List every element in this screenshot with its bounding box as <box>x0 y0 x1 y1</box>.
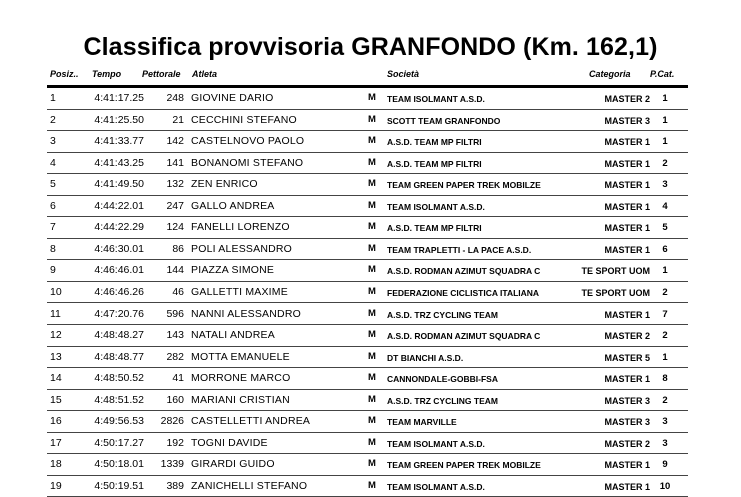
bib-cell: 160 <box>166 393 184 406</box>
table-row <box>0 217 741 239</box>
society-cell: CANNONDALE-GOBBI-FSA <box>387 374 498 385</box>
table-row <box>0 239 741 261</box>
category-cell <box>576 308 650 322</box>
time-cell: 4:48:50.52 <box>94 372 144 385</box>
category-text: MASTER 3 <box>604 115 650 126</box>
category-cell <box>576 135 650 149</box>
bib-cell: 41 <box>172 372 184 385</box>
society-cell: A.S.D. TRZ CYCLING TEAM <box>387 309 498 320</box>
bib-cell: 2826 <box>160 415 184 428</box>
category-cell <box>576 286 650 300</box>
category-position-cell: 1 <box>662 114 668 126</box>
category-cell <box>576 372 650 386</box>
category-position-cell: 1 <box>662 265 668 277</box>
table-row <box>0 88 741 110</box>
athlete-cell: ZEN ENRICO <box>191 178 258 191</box>
category-position-cell: 2 <box>662 394 668 406</box>
category-position-cell: 6 <box>662 243 668 255</box>
society-cell: A.S.D. TEAM MP FILTRI <box>387 158 482 169</box>
sex-cell: M <box>368 479 376 491</box>
header-bib: Pettorale <box>142 69 181 79</box>
athlete-cell: NANNI ALESSANDRO <box>191 307 301 320</box>
bib-cell: 21 <box>172 113 184 126</box>
category-position-cell: 10 <box>659 480 671 492</box>
category-cell <box>576 178 650 192</box>
sex-cell: M <box>368 372 376 384</box>
position-cell: 16 <box>50 415 62 428</box>
category-cell <box>576 329 650 343</box>
athlete-cell: CECCHINI STEFANO <box>191 113 297 126</box>
table-row <box>0 282 741 304</box>
category-text: MASTER 1 <box>604 244 650 255</box>
table-row <box>0 476 741 497</box>
category-position-cell: 3 <box>662 437 668 449</box>
society-cell: A.S.D. RODMAN AZIMUT SQUADRA C <box>387 331 541 342</box>
society-cell: TEAM ISOLMANT A.S.D. <box>387 94 485 104</box>
category-cell <box>576 92 650 106</box>
athlete-cell: MOTTA EMANUELE <box>191 350 290 363</box>
category-position-cell: 4 <box>662 200 668 212</box>
category-cell <box>576 458 650 472</box>
time-cell: 4:49:56.53 <box>94 415 144 428</box>
society-cell: TEAM GREEN PAPER TREK MOBILZE <box>387 460 541 471</box>
bib-cell: 86 <box>172 242 184 255</box>
table-row <box>0 390 741 412</box>
time-cell: 4:50:18.01 <box>94 458 144 471</box>
athlete-cell: NATALI ANDREA <box>191 329 275 342</box>
athlete-cell: ZANICHELLI STEFANO <box>191 479 308 492</box>
category-text: MASTER 1 <box>604 223 650 234</box>
time-cell: 4:41:49.50 <box>94 178 144 191</box>
category-position-cell: 2 <box>662 286 668 298</box>
sex-cell: M <box>368 135 376 147</box>
category-text: MASTER 2 <box>604 331 650 342</box>
category-cell <box>576 415 650 429</box>
time-cell: 4:41:33.77 <box>94 135 144 148</box>
society-cell: A.S.D. TRZ CYCLING TEAM <box>387 395 498 406</box>
position-cell: 2 <box>50 113 56 126</box>
category-text: MASTER 3 <box>604 395 650 406</box>
table-row <box>0 110 741 132</box>
header-society: Società <box>387 69 420 79</box>
athlete-cell: GIRARDI GUIDO <box>191 458 275 471</box>
bib-cell: 389 <box>166 479 184 492</box>
position-cell: 5 <box>50 178 56 191</box>
category-position-cell: 7 <box>662 308 668 320</box>
time-cell: 4:50:19.51 <box>94 479 144 492</box>
bib-cell: 282 <box>166 350 184 363</box>
position-cell: 11 <box>50 307 61 320</box>
position-cell: 1 <box>50 92 56 104</box>
athlete-cell: GALLETTI MAXIME <box>191 285 288 298</box>
position-cell: 13 <box>50 350 62 363</box>
position-cell: 17 <box>50 436 62 449</box>
position-cell: 7 <box>50 221 56 234</box>
category-position-cell: 3 <box>662 416 668 428</box>
sex-cell: M <box>368 156 376 168</box>
sex-cell: M <box>368 285 376 297</box>
table-row <box>0 260 741 282</box>
category-text: MASTER 1 <box>604 158 650 169</box>
position-cell: 3 <box>50 135 56 148</box>
table-row <box>0 196 741 218</box>
table-row <box>0 454 741 476</box>
position-cell: 9 <box>50 264 56 277</box>
time-cell: 4:44:22.01 <box>94 199 144 212</box>
society-cell: TEAM TRAPLETTI - LA PACE A.S.D. <box>387 244 532 255</box>
society-cell: TEAM MARVILLE <box>387 417 457 428</box>
athlete-cell: BONANOMI STEFANO <box>191 156 304 169</box>
society-cell: TEAM ISOLMANT A.S.D. <box>387 481 485 492</box>
position-cell: 14 <box>50 372 62 385</box>
athlete-cell: POLI ALESSANDRO <box>191 242 293 255</box>
table-row <box>0 368 741 390</box>
category-cell <box>576 200 650 214</box>
category-text: MASTER 2 <box>604 94 650 104</box>
position-cell: 8 <box>50 242 56 255</box>
category-cell <box>576 394 650 408</box>
category-text: MASTER 1 <box>604 460 650 471</box>
athlete-cell: PIAZZA SIMONE <box>191 264 275 277</box>
category-position-cell: 5 <box>662 222 668 234</box>
society-cell: A.S.D. TEAM MP FILTRI <box>387 137 482 148</box>
time-cell: 4:46:30.01 <box>94 242 144 255</box>
athlete-cell: CASTELLETTI ANDREA <box>191 415 311 428</box>
category-text: MASTER 1 <box>604 374 650 385</box>
athlete-cell: GIOVINE DARIO <box>191 92 274 104</box>
society-cell: FEDERAZIONE CICLISTICA ITALIANA <box>387 287 540 298</box>
athlete-cell: CASTELNOVO PAOLO <box>191 135 305 148</box>
athlete-cell: GALLO ANDREA <box>191 199 275 212</box>
table-row <box>0 433 741 455</box>
table-row <box>0 347 741 369</box>
header-category: Categoria <box>589 69 631 79</box>
society-cell: A.S.D. TEAM MP FILTRI <box>387 223 482 234</box>
header-position: Posiz.. <box>50 69 79 79</box>
category-position-cell: 1 <box>662 93 668 104</box>
header-athlete: Atleta <box>192 69 218 79</box>
time-cell: 4:48:48.77 <box>94 350 144 363</box>
position-cell: 10 <box>50 285 62 298</box>
bib-cell: 247 <box>166 199 184 212</box>
category-position-cell: 2 <box>662 330 668 342</box>
athlete-cell: TOGNI DAVIDE <box>191 436 268 449</box>
category-text: MASTER 2 <box>604 438 650 449</box>
category-text: MASTER 1 <box>604 137 650 148</box>
time-cell: 4:41:17.25 <box>94 92 144 104</box>
category-position-cell: 3 <box>662 179 668 191</box>
athlete-cell: MORRONE MARCO <box>191 372 291 385</box>
bib-cell: 124 <box>166 221 184 234</box>
category-text: MASTER 5 <box>604 352 650 363</box>
category-text: MASTER 1 <box>604 481 650 492</box>
sex-cell: M <box>368 242 376 254</box>
position-cell: 15 <box>50 393 62 406</box>
sex-cell: M <box>368 393 376 405</box>
society-cell: SCOTT TEAM GRANFONDO <box>387 115 501 126</box>
bib-cell: 46 <box>172 285 184 298</box>
sex-cell: M <box>368 329 376 341</box>
position-cell: 18 <box>50 458 62 471</box>
category-cell <box>576 243 650 257</box>
society-cell: TEAM ISOLMANT A.S.D. <box>387 438 485 449</box>
category-cell <box>576 114 650 128</box>
bib-cell: 141 <box>166 156 184 169</box>
sex-cell: M <box>368 199 376 211</box>
category-text: TE SPORT UOM <box>581 287 650 298</box>
category-cell <box>576 264 650 278</box>
time-cell: 4:46:46.26 <box>94 285 144 298</box>
page-title: Classifica provvisoria GRANFONDO (Km. 162,1) <box>83 33 658 61</box>
bib-cell: 144 <box>166 264 184 277</box>
table-row <box>0 411 741 433</box>
category-cell <box>576 437 650 451</box>
time-cell: 4:47:20.76 <box>94 307 144 320</box>
time-cell: 4:41:25.50 <box>94 113 144 126</box>
position-cell: 19 <box>50 479 62 492</box>
sex-cell: M <box>368 458 376 470</box>
bib-cell: 1339 <box>160 458 184 471</box>
header-time: Tempo <box>92 69 122 79</box>
sex-cell: M <box>368 113 376 125</box>
bib-cell: 143 <box>166 329 184 342</box>
sex-cell: M <box>368 221 376 233</box>
time-cell: 4:44:22.29 <box>94 221 144 234</box>
table-row <box>0 174 741 196</box>
position-cell: 6 <box>50 199 56 212</box>
bib-cell: 142 <box>166 135 184 148</box>
category-cell <box>576 480 650 494</box>
position-cell: 4 <box>50 156 56 169</box>
table-row <box>0 153 741 175</box>
category-cell <box>576 351 650 365</box>
sex-cell: M <box>368 436 376 448</box>
bib-cell: 248 <box>166 92 184 104</box>
society-cell: DT BIANCHI A.S.D. <box>387 352 464 363</box>
category-text: TE SPORT UOM <box>581 266 650 277</box>
bib-cell: 132 <box>166 178 184 191</box>
bib-cell: 192 <box>166 436 184 449</box>
category-text: MASTER 1 <box>604 201 650 212</box>
category-cell <box>576 157 650 171</box>
athlete-cell: FANELLI LORENZO <box>191 221 290 234</box>
category-text: MASTER 1 <box>604 309 650 320</box>
category-position-cell: 2 <box>662 157 668 169</box>
sex-cell: M <box>368 415 376 427</box>
time-cell: 4:48:51.52 <box>94 393 144 406</box>
category-text: MASTER 1 <box>604 180 650 191</box>
category-position-cell: 9 <box>662 459 668 471</box>
society-cell: TEAM ISOLMANT A.S.D. <box>387 201 485 212</box>
category-position-cell: 8 <box>662 373 668 385</box>
sex-cell: M <box>368 264 376 276</box>
time-cell: 4:41:43.25 <box>94 156 144 169</box>
sex-cell: M <box>368 178 376 190</box>
time-cell: 4:46:46.01 <box>94 264 144 277</box>
category-cell <box>576 221 650 235</box>
table-row <box>0 131 741 153</box>
header-category-position: P.Cat. <box>650 69 675 79</box>
time-cell: 4:50:17.27 <box>94 436 144 449</box>
society-cell: A.S.D. RODMAN AZIMUT SQUADRA C <box>387 266 541 277</box>
category-text: MASTER 3 <box>604 417 650 428</box>
sex-cell: M <box>368 350 376 362</box>
table-row <box>0 325 741 347</box>
society-cell: TEAM GREEN PAPER TREK MOBILZE <box>387 180 541 191</box>
time-cell: 4:48:48.27 <box>94 329 144 342</box>
position-cell: 12 <box>50 329 62 342</box>
sex-cell: M <box>368 307 376 319</box>
table-row <box>0 304 741 326</box>
category-position-cell: 1 <box>662 351 668 363</box>
athlete-cell: MARIANI CRISTIAN <box>191 393 290 406</box>
sex-cell: M <box>368 92 376 103</box>
bib-cell: 596 <box>166 307 184 320</box>
category-position-cell: 1 <box>662 136 668 148</box>
